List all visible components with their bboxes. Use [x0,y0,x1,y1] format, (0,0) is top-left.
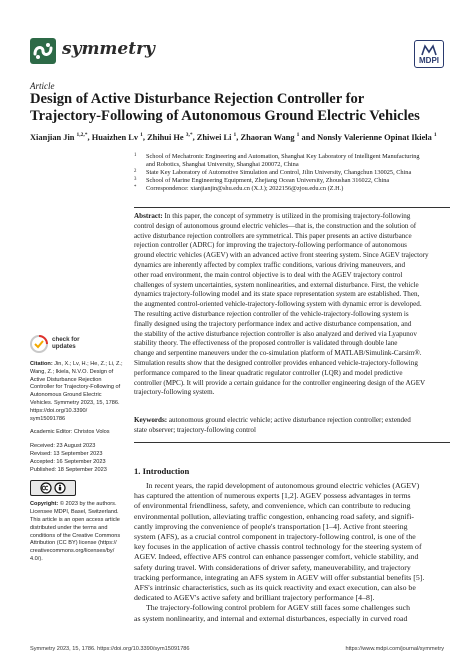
journal-header [30,38,444,74]
intro-line: cantly improving the convenience of people's transportation [1–4]. Active front steering [134,521,408,531]
author-affil: 1 [433,132,437,138]
publication-dates [30,443,126,474]
copyright-label: Copyright: [30,501,59,508]
title-line: Trajectory-Following of Autonomous Ground Electric Vehicles [30,108,420,124]
affiliation-number: 1 [134,153,137,158]
creative-commons-icon [40,482,52,494]
keywords-label: Keywords: [134,416,168,424]
intro-line: The trajectory-following control problem for AGEV still faces some challenges such [146,603,411,613]
page-footer [30,646,444,652]
paper-title [30,91,450,125]
keywords-bottom-rule [134,442,450,443]
abstract-line: controller (MPC). It will provide a certain guidance for the controller engineering design of the AGEV [134,378,426,387]
author-name[interactable]: Xianjian Jin [30,132,75,142]
correspondence [134,185,450,193]
citation-line: Autonomous Ground Electric [30,392,102,399]
intro-line: dedicated to AGEV's active safety and brilliant trajectory performance [4–8]. [134,593,375,603]
citation-line: Controller for Trajectory-Following of [30,384,121,391]
abstract-line: dynamics are inherently affected by complex traffic conditions, various driving maneuvers, and [134,260,405,269]
abstract-line: challenges of system uncertainties, system nonlinearities, and external disturbance. First, the vehicle [134,280,419,289]
copyright-line: conditions of the Creative Commons [30,532,121,539]
copyright-line: Copyright: © 2023 by the authors. [30,501,117,508]
symmetry-logo-icon [30,38,56,64]
intro-line: of environmental friendliness, safety, and convenience, which can contribute to reducing [134,501,411,511]
mdpi-logo [414,40,444,68]
copyright-line[interactable]: Attribution (CC BY) license (https:// [30,540,117,547]
intro-line: environmental pollution, alleviating traffic congestion, enhancing road safety, and signifi- [134,511,414,521]
attribution-person-icon [54,482,66,494]
date-revised: Revised: 13 September 2023 [30,450,103,457]
journal-name: symmetry [62,39,155,59]
author-name[interactable]: Nonsly Valerienne Opinat Ikiela [317,132,432,142]
article-type: Article [30,81,55,91]
author-name[interactable]: Zhaoran Wang [240,132,295,142]
affiliation-number: * [134,185,137,190]
citation-line: Citation: Jin, X.; Lv, H.; He, Z.; Li, Z.; [30,361,123,367]
academic-editor: Academic Editor: Christos Volos [30,429,110,436]
intro-line: system (AFS), as a crucial control component in trajectory-following control, is one of the [134,532,416,542]
check-updates-icon [30,335,48,353]
keywords [134,416,446,436]
date-accepted: Accepted: 16 September 2023 [30,458,106,465]
author-affil: 3,* [185,132,193,138]
author-list: Xianjian Jin $^{1,2,*}$, Huaizhen Lv $^1$, Zhihui He $^{3,*}$, Zhiwei Li $^1$, Zhaoran Wang $^1$ and Nonsly Valerienne Opinat Ikiela $^1$ [30,132,437,142]
intro-line: safety during travel. With considerations of driver safety, maneuverability, and trajectory [134,562,411,572]
affiliations [134,153,450,193]
affiliation [134,177,450,185]
citation-doi-link[interactable]: https://doi.org/10.3390/ [30,407,88,414]
updates-line: check for [52,336,80,344]
affiliation-number: 3 [134,177,137,182]
affiliation-number: 2 [134,169,137,174]
abstract-line: performance compared to the linear quadratic regulator controller (LQR) and model predictive [134,368,403,377]
copyright-line: Licensee MDPI, Basel, Switzerland. [30,509,119,516]
abstract-line: change and serpentine maneuvers under the co-simulation platform of MATLAB/Simulink-Carsim®. [134,349,422,358]
authors-and: and [301,132,316,142]
abstract-label: Abstract: [134,212,163,220]
author-affil: 1 [140,132,143,138]
author-affil: 1 [233,132,237,138]
author-affil: 1 [296,132,300,138]
copyright-line: distributed under the terms and [30,524,108,531]
affiliation-line: and Robotics, Shanghai University, Shanghai 200072, China [146,161,299,168]
affiliation [134,169,450,177]
abstract-line: Abstract: In this paper, the concept of symmetry is utilized in the promising trajectory-following [134,212,411,220]
citation-line: Wang, Z.; Ikiela, N.V.O. Design of [30,368,114,375]
cc-by-license-badge[interactable] [30,480,126,496]
abstract-line: the stability of the active disturbance rejection controller is also analyzed and derived via Lyapunov [134,329,417,338]
affiliation [134,153,450,169]
abstract-line: rejection controller (ADRC) for improving the trajectory-following performance of autonomous [134,241,407,250]
footer-citation-link[interactable]: Symmetry 2023, 15, 1786. https://doi.org/10.3390/sym15091786 [30,646,190,652]
intro-line: has captured the attention of numerous experts [1,2]. AGEV possess advantages in terms [134,491,411,501]
author-name[interactable]: Zhiwei Li [196,132,232,142]
abstract-top-rule [134,207,450,208]
abstract-line: control design of autonomous ground electric vehicles—that is, the construction and the solution of [134,221,417,230]
abstract-line: The resulting active disturbance rejection controller of the vehicle-trajectory-following system is [134,309,409,318]
keywords-line: state observer; trajectory-following control [134,425,256,434]
check-for-updates-badge[interactable] [30,333,126,355]
mdpi-mark-icon [421,44,437,56]
updates-line: updates [52,343,76,350]
check-for-updates-text [52,337,80,351]
section-heading: 1. Introduction [134,466,190,476]
intro-line: In recent years, the rapid development of autonomous ground electric vehicles (AGEV) [146,481,420,490]
copyright-line: This article is an open access article [30,516,120,523]
author-name[interactable]: Huaizhen Lv [91,132,139,142]
abstract-line: the augmented control-oriented vehicle-trajectory-following system with dynamic error is developed. [134,300,422,309]
abstract-line: stability theory. The effectiveness of the proposed controller is validated through double lane [134,339,398,348]
citation-line: Vehicles. Symmetry 2023, 15, 1786. [30,399,120,406]
keywords-line: Keywords: autonomous ground electric vehicle; active disturbance rejection controller; extended [134,416,411,424]
intro-line: tracking performance, integrating an AFS system in AGEV will offer substantial benefits [5]. [134,572,425,582]
copyright-line[interactable]: 4.0/). [30,555,43,562]
abstract-line: other road environment, the main control objective is to deal with the AGEV trajectory control [134,270,403,279]
abstract-line: active disturbance rejection controllers are symmetrical. This paper presents an active disturbance [134,231,412,240]
correspondence-line[interactable]: Correspondence: xianjianjin@shu.edu.cn (X.J.); 2022156@zjou.edu.cn (Z.H.) [146,185,344,192]
citation-doi-link[interactable]: sym15091786 [30,415,66,422]
abstract-line: Simulation results show that the designed controller provides enhanced vehicle-trajectory-following [134,358,418,367]
date-published: Published: 18 September 2023 [30,466,107,473]
intro-line: AFS's intrinsic characteristics, such as its quick reactivity and exact execution, can also be [134,583,416,593]
citation [30,361,126,423]
introduction-text [134,481,446,624]
author-name[interactable]: Zhihui He [147,132,184,142]
abstract-line: ground electric vehicles (AGEV) with an advanced active front steering system. Since AGEV trajectory [134,251,429,260]
abstract-line: dynamics trajectory-following model and its state space representation system are established. Then, [134,290,420,299]
article-sidebar [30,333,126,570]
citation-label: Citation: [30,361,53,367]
affiliation-line: School of Mechatronic Engineering and Automation, Shanghai Key Laboratory of Intelligent Manufacturing [146,153,420,160]
intro-line: key focuses in the application of active chassis control technology for the steering system of [134,542,422,552]
copyright-notice [30,501,126,563]
title-line: Design of Active Disturbance Rejection Controller for [30,91,365,107]
abstract-line: finally designed using the trajectory performance index and active disturbance compensation, and [134,319,412,328]
abstract-line: trajectory-following system. [134,388,215,397]
copyright-line[interactable]: creativecommons.org/licenses/by/ [30,548,115,555]
affiliation-line: School of Marine Engineering Equipment, Zhejiang Ocean University, Zhoushan 316022, China [146,177,390,184]
date-received: Received: 23 August 2023 [30,443,96,450]
intro-line: as system nonlinearity, and internal and external disturbances, especially in curved road [134,613,408,623]
abstract [134,212,446,398]
citation-line: Active Disturbance Rejection [30,376,102,383]
mdpi-logo-text: MDPI [419,56,439,65]
affiliation-line: State Key Laboratory of Automotive Simulation and Control, Jilin University, Changchun 130025, China [146,169,412,176]
intro-line: AGEV. Indeed, effective AFS control can enhance passenger comfort, vehicle stability, and [134,552,419,562]
cc-badge [30,480,76,496]
footer-journal-link[interactable]: https://www.mdpi.com/journal/symmetry [345,646,444,652]
author-affil: 1,2,* [76,132,88,138]
